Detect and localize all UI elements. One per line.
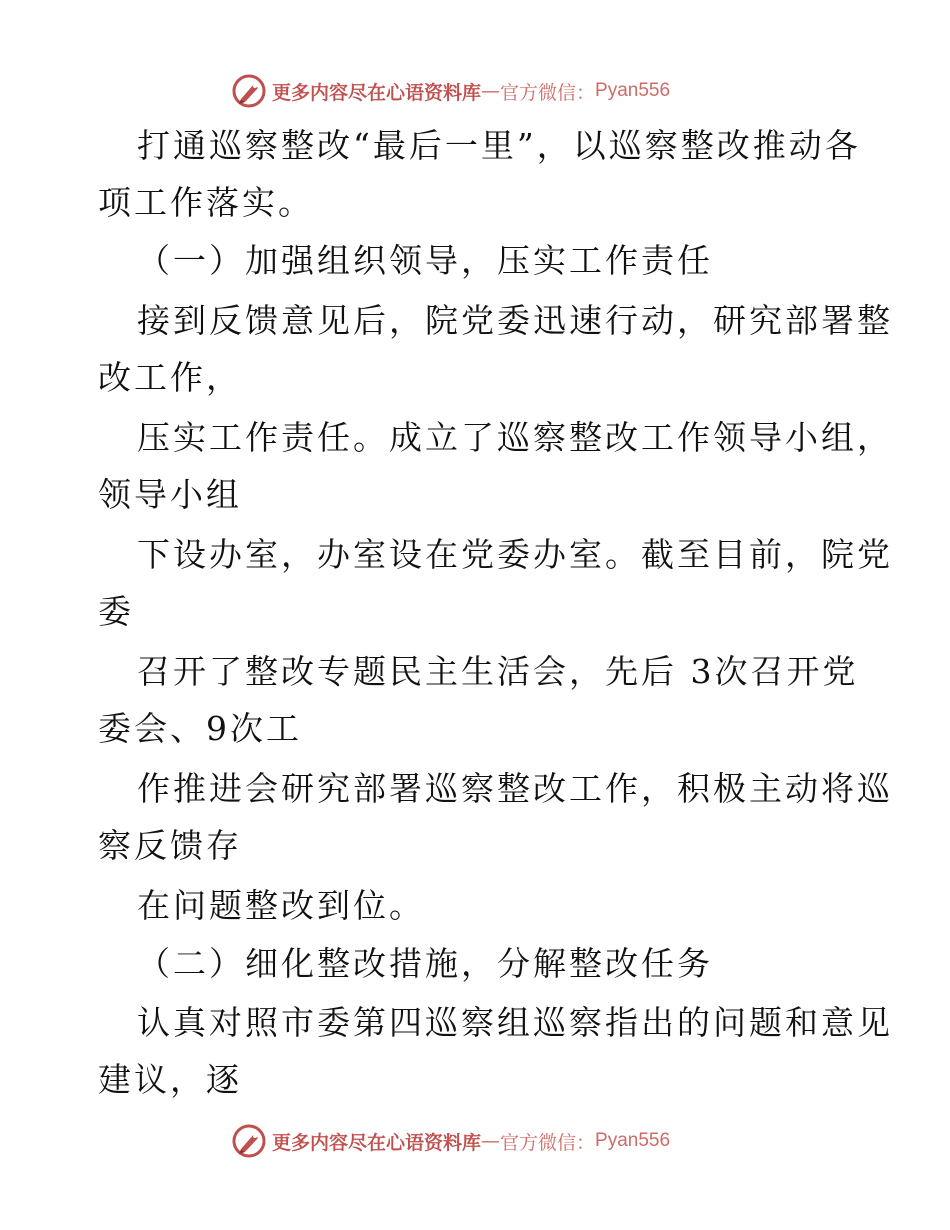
watermark-site-text: 更多内容尽在心语资料库 xyxy=(272,1131,482,1154)
body-line: 认真对照市委第四巡察组巡察指出的问题和意见 xyxy=(137,1003,893,1042)
body-line: 察反馈存 xyxy=(98,826,242,865)
body-line: 改工作， xyxy=(98,358,242,397)
pen-logo-icon xyxy=(232,1124,266,1158)
body-line: 建议，逐 xyxy=(98,1060,242,1099)
body-line: 在问题整改到位。 xyxy=(137,886,425,925)
watermark-wechat-label: 官方微信： xyxy=(500,81,596,104)
watermark-site-text: 更多内容尽在心语资料库 xyxy=(272,81,482,104)
body-line: 委 xyxy=(98,592,134,631)
body-line: 召开了整改专题民主生活会，先后 3次召开党 xyxy=(137,652,859,691)
pen-logo-icon xyxy=(232,74,266,108)
body-line: 项工作落实。 xyxy=(98,183,314,222)
watermark-wechat-id: Pyan556 xyxy=(595,1130,671,1151)
body-line: 接到反馈意见后，院党委迅速行动，研究部署整 xyxy=(137,301,893,340)
body-line: 下设办室，办室设在党委办室。截至目前，院党 xyxy=(137,535,893,574)
body-line: 打通巡察整改“最后一里”，以巡察整改推动各 xyxy=(137,126,861,165)
body-line: 委会、9次工 xyxy=(98,709,302,748)
footer-watermark xyxy=(232,1124,670,1158)
watermark-separator: — xyxy=(481,1130,501,1152)
watermark-separator: — xyxy=(481,80,501,102)
section-heading: （一）加强组织领导，压实工作责任 xyxy=(137,241,713,280)
body-line: 领导小组 xyxy=(98,475,242,514)
watermark-wechat-label: 官方微信： xyxy=(500,1131,596,1154)
section-heading: （二）细化整改措施，分解整改任务 xyxy=(137,944,713,983)
body-line: 作推进会研究部署巡察整改工作，积极主动将巡 xyxy=(137,769,893,808)
body-line: 压实工作责任。成立了巡察整改工作领导小组， xyxy=(137,418,893,457)
watermark-wechat-id: Pyan556 xyxy=(595,80,671,101)
header-watermark xyxy=(232,74,670,108)
